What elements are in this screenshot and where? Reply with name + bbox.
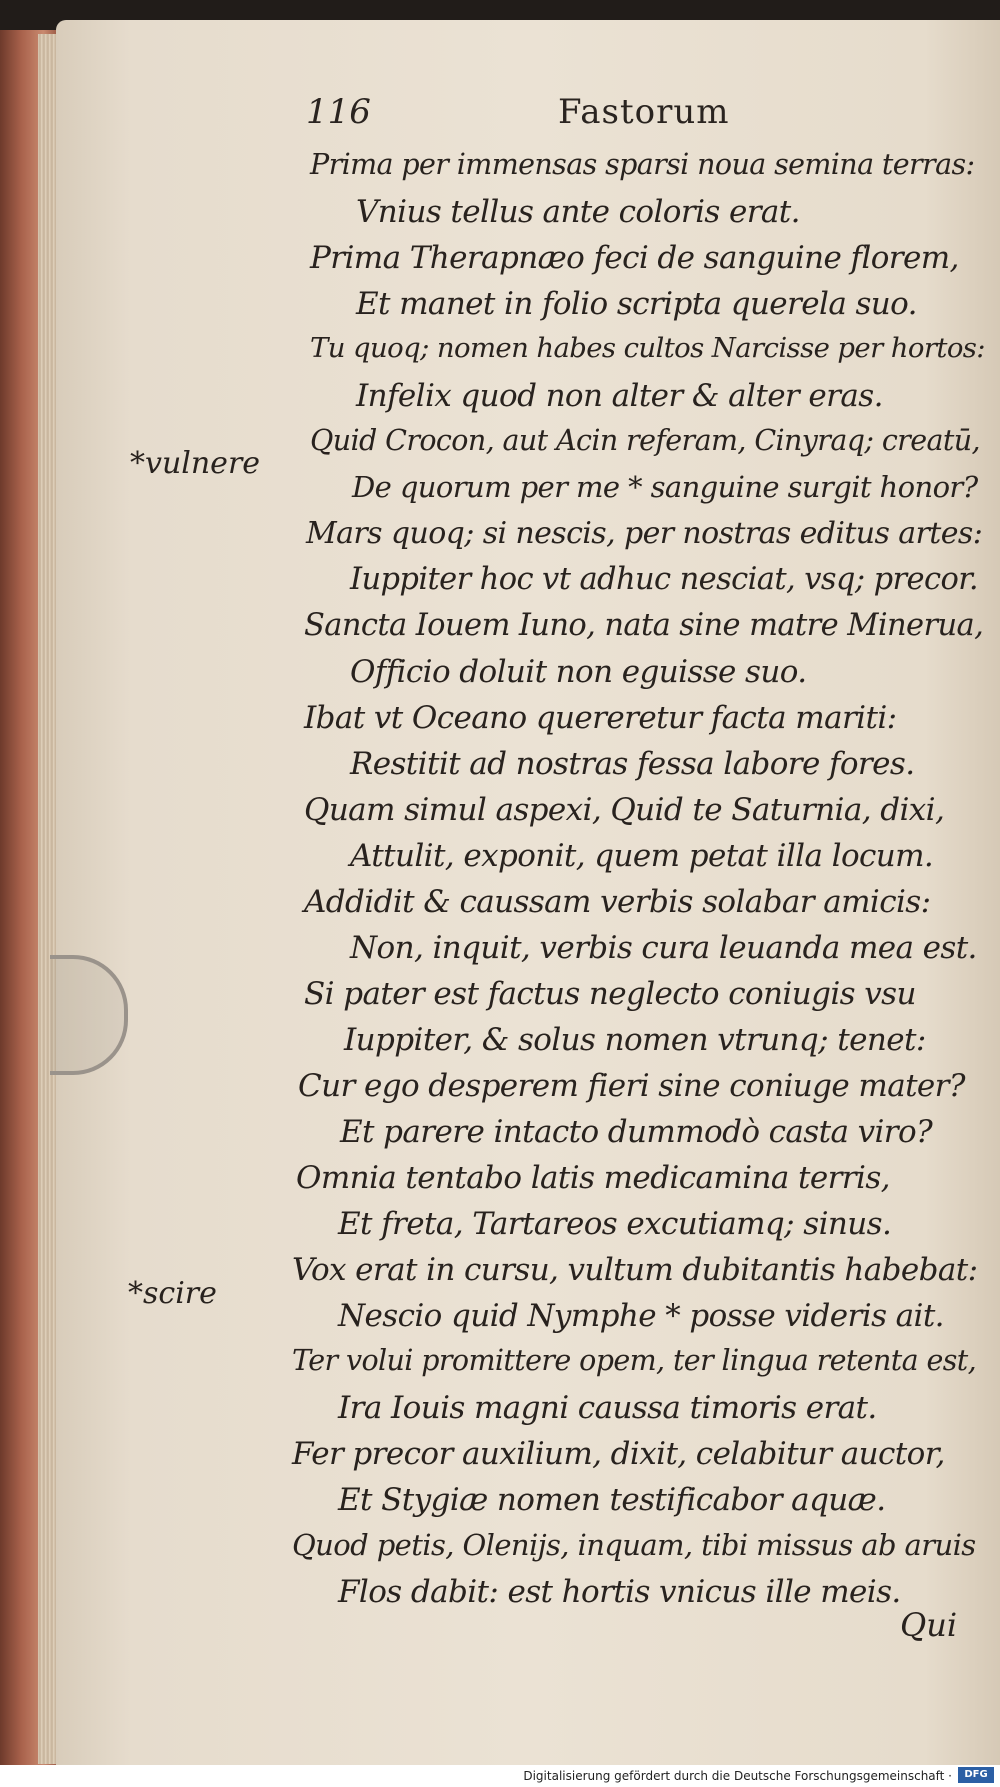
- verse-line: Quam simul aspexi, Quid te Saturnia, dixi,: [304, 792, 945, 828]
- running-title: Fastorum: [558, 92, 730, 132]
- verse-line: Ter volui promittere opem, ter lingua retenta est,: [292, 1344, 977, 1377]
- verse-line: Quid Crocon, aut Acin referam, Cinyraq; creatū,: [310, 424, 980, 457]
- verse-line: Vnius tellus ante coloris erat.: [356, 194, 800, 230]
- verse-line: Quod petis, Olenijs, inquam, tibi missus ab aruis: [292, 1528, 976, 1562]
- margin-note-scire: *scire: [128, 1276, 217, 1311]
- verse-line: Et parere intacto dummodò casta viro?: [340, 1114, 933, 1150]
- verse-line: Cur ego desperem fieri sine coniuge mater?: [298, 1068, 965, 1104]
- verse-line: Flos dabit: est hortis vnicus ille meis.: [338, 1574, 901, 1610]
- verse-line: Restitit ad nostras fessa labore fores.: [350, 746, 915, 782]
- verse-line: Ira Iouis magni caussa timoris erat.: [338, 1390, 877, 1426]
- verse-line: Et freta, Tartareos excutiamq; sinus.: [338, 1206, 892, 1242]
- verse-line: Si pater est factus neglecto coniugis vsu: [304, 976, 916, 1012]
- dfg-logo: DFG: [958, 1767, 994, 1783]
- verse-line: Et manet in folio scripta querela suo.: [356, 286, 917, 322]
- digitization-credit: Digitalisierung gefördert durch die Deutsche Forschungsgemeinschaft ·: [523, 1769, 952, 1783]
- verse-line: Prima per immensas sparsi noua semina terras:: [310, 148, 975, 181]
- verse-line: Iuppiter, & solus nomen vtrunq; tenet:: [344, 1022, 926, 1058]
- verse-line: Fer precor auxilium, dixit, celabitur auctor,: [292, 1436, 945, 1472]
- verse-line: Et Stygiæ nomen testificabor aquæ.: [338, 1482, 886, 1518]
- verse-line: Attulit, exponit, quem petat illa locum.: [350, 838, 934, 874]
- catchword: Qui: [900, 1606, 958, 1644]
- verse-line: Officio doluit non eguisse suo.: [350, 654, 807, 690]
- verse-line: De quorum per me * sanguine surgit honor?: [352, 470, 978, 504]
- verse-line: Sancta Iouem Iuno, nata sine matre Minerua,: [304, 608, 984, 643]
- verse-line: Iuppiter hoc vt adhuc nesciat, vsq; precor.: [350, 562, 978, 597]
- page-clip: [50, 955, 128, 1075]
- page-number: 116: [306, 92, 371, 132]
- verse-line: Ibat vt Oceano quereretur facta mariti:: [304, 700, 897, 736]
- verse-line: Nescio quid Nymphe * posse videris ait.: [338, 1298, 944, 1334]
- verse-line: Infelix quod non alter & alter eras.: [356, 378, 883, 414]
- margin-note-vulnere: *vulnere: [130, 446, 261, 481]
- verse-line: Prima Therapnæo feci de sanguine florem,: [310, 240, 959, 276]
- verse-line: Vox erat in cursu, vultum dubitantis habebat:: [292, 1252, 978, 1288]
- verse-line: Addidit & caussam verbis solabar amicis:: [304, 884, 931, 920]
- verse-line: Mars quoq; si nescis, per nostras editus artes:: [306, 516, 983, 551]
- verse-line: Tu quoq; nomen habes cultos Narcisse per hortos:: [310, 332, 985, 364]
- verse-line: Omnia tentabo latis medicamina terris,: [296, 1160, 890, 1196]
- verse-line: Non, inquit, verbis cura leuanda mea est.: [350, 930, 977, 966]
